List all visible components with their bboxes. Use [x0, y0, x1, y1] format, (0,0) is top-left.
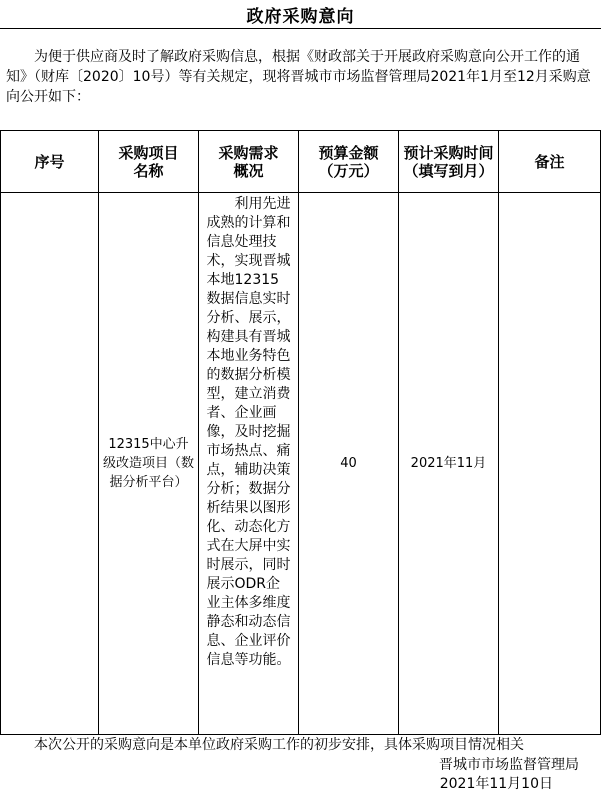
cell-project-name: 12315中心升级改造项目（数据分析平台）: [99, 193, 199, 735]
table-header-row: [1, 131, 601, 193]
cell-remarks: [499, 193, 601, 735]
title-divider: [0, 28, 601, 29]
intro-paragraph: 为便于供应商及时了解政府采购信息，根据《财政部关于开展政府采购意向公开工作的通知》（财库〔2020〕10号）等有关规定，现将晋城市市场监督管理局2021年1月至12月采购意向公开如下：: [6, 49, 591, 105]
header-expected-time-text: 预计采购时间（填写到月）: [403, 143, 494, 180]
cell-budget: 40: [299, 193, 399, 735]
header-requirement: [199, 131, 299, 193]
cell-requirement: [199, 193, 299, 735]
header-index: 序号: [1, 131, 99, 193]
header-budget: [299, 131, 399, 193]
requirement-text: 利用先进成熟的计算和信息处理技术，实现晋城本地12315数据信息实时分析、展示，构建具有晋城本地业务特色的数据分析模型，建立消费者、企业画像，及时挖掘市场热点、痛点，辅助决策分析；数据分析结果以图形化、动态化方式在大屏中实时展示，同时展示ODR企业主体多维度静态和动态信息、企业评价信息等功能。: [206, 196, 291, 668]
cell-expected-time: 2021年11月: [399, 193, 499, 735]
header-requirement-text: 采购需求概况: [218, 143, 279, 180]
footer-date: 2021年11月10日: [439, 776, 553, 792]
header-project-name-text: 采购项目名称: [118, 143, 179, 180]
table-row: [1, 193, 601, 735]
procurement-table: [0, 130, 601, 735]
header-expected-time: [399, 131, 499, 193]
header-project-name: [99, 131, 199, 193]
header-remarks: 备注: [499, 131, 601, 193]
document-title: 政府采购意向: [246, 7, 355, 27]
footer-note: 本次公开的采购意向是本单位政府采购工作的初步安排，具体采购项目情况相关: [34, 737, 524, 753]
header-budget-text: 预算金额（万元）: [318, 143, 379, 180]
footer-organization: 晋城市市场监督管理局: [439, 757, 579, 773]
cell-index: [1, 193, 99, 735]
